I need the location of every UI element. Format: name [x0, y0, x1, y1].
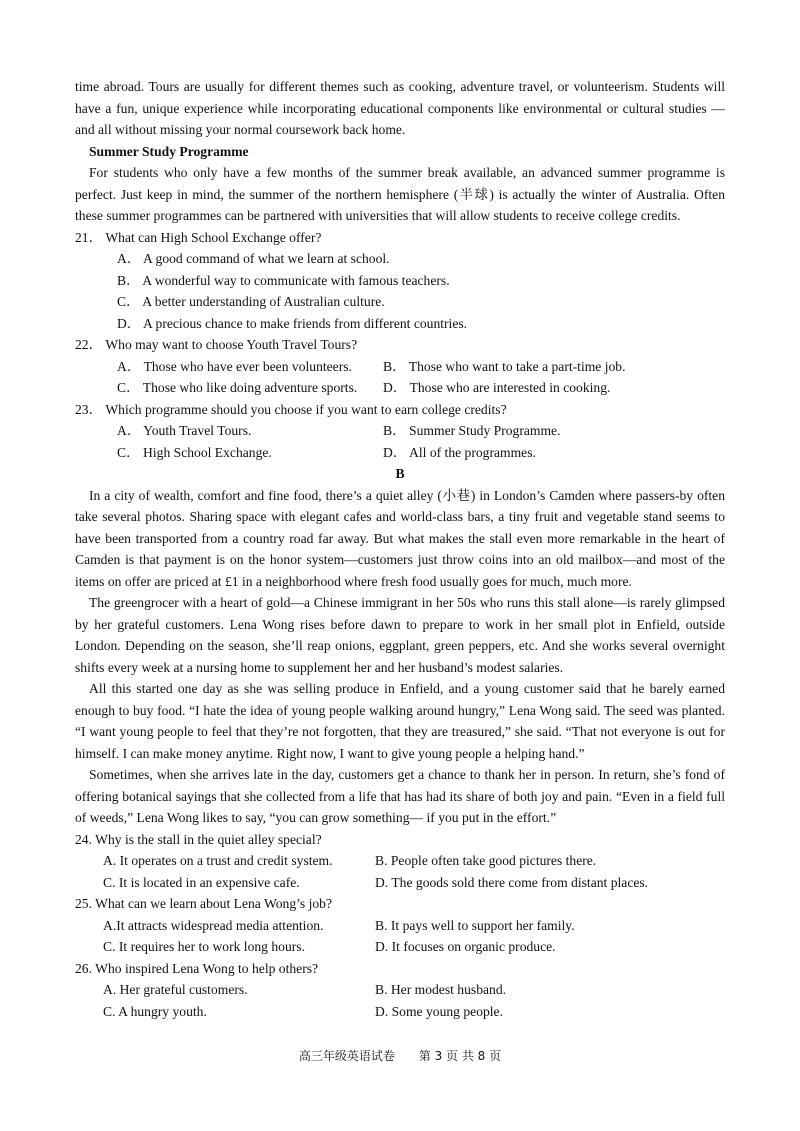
question-24-option-b: B. People often take good pictures there.: [375, 853, 597, 868]
question-22-option-d: D． Those who are interested in cooking.: [383, 380, 611, 395]
question-23-row-2: [75, 442, 725, 464]
question-21-stem: 21． What can High School Exchange offer?: [75, 229, 322, 245]
question-23-option-b: B． Summer Study Programme.: [383, 423, 561, 438]
question-22-option-a: A． Those who have ever been volunteers.: [117, 358, 352, 374]
question-22-row-1: [75, 356, 725, 378]
passage-b-paragraph-3: All this started one day as she was selling produce in Enfield, and a young customer said that he barely earned enough to buy food. “I hate the idea of young people walking around hungry,” Lena Wong said. The seed was planted. “I want young people to feel that they’re not forgotten, that they are treasured,” she said. “That not everyone is out for himself. I can make money anytime. Right now, I want to give young people a helping hand.”: [75, 681, 725, 761]
question-22-stem: 22． Who may want to choose Youth Travel Tours?: [75, 337, 358, 352]
question-24-option-a: A. It operates on a trust and credit system.: [103, 853, 333, 868]
summer-paragraph: For students who only have a few months of the summer break available, an advanced summer programme is perfect. Just keep in mind, the summer of the northern hemisphere (半球) is actually the winter of Australia. Often these summer programmes can be partnered with universities that will allow students to receive college credits.: [75, 165, 725, 223]
question-23-row-1: [75, 420, 725, 442]
intro-paragraph: time abroad. Tours are usually for different themes such as cooking, adventure travel, or volunteerism. Students will have a fun, unique experience while incorporating educational components like environmental or cultural studies — and all without missing your normal coursework back home.: [75, 79, 725, 137]
exam-page: [75, 76, 725, 1022]
question-23-option-a: A． Youth Travel Tours.: [117, 423, 252, 438]
question-25-option-c: C. It requires her to work long hours.: [103, 939, 305, 954]
question-26-option-d: D. Some young people.: [375, 1003, 503, 1019]
question-25-option-b: B. It pays well to support her family.: [375, 917, 575, 933]
question-21-option-a: A． A good command of what we learn at school.: [117, 251, 390, 266]
question-21-option-d: D． A precious chance to make friends from different countries.: [117, 315, 468, 331]
footer-title: 高三年级英语试卷: [298, 1049, 395, 1063]
page-footer: [0, 1047, 800, 1064]
question-23-option-c: C． High School Exchange.: [117, 444, 272, 460]
question-26-option-a: A. Her grateful customers.: [103, 982, 248, 997]
footer-page-number: 第 3 页 共 8 页: [418, 1049, 502, 1063]
passage-b-paragraph-1: In a city of wealth, comfort and fine food, there’s a quiet alley (小巷) in London’s Camden where passers-by often take several photos. Sharing space with elegant cafes and world-class bars, a tiny fruit and vegetable stand seems to have been transported from a country road far away. But what makes the stall even more remarkable in the heart of Camden is that payment is on the honor system—customers just throw coins into an old mailbox—and most of the items on offer are priced at £1 in a neighborhood where fresh food usually goes for much, much more.: [75, 487, 725, 589]
question-26-option-b: B. Her modest husband.: [375, 982, 507, 997]
question-26-row-2: [75, 1001, 725, 1023]
question-26-row-1: [75, 979, 725, 1001]
summer-heading: Summer Study Programme: [89, 143, 249, 159]
question-21-option-b: B． A wonderful way to communicate with famous teachers.: [117, 272, 450, 288]
question-22-row-2: [75, 377, 725, 399]
question-24-stem: 24. Why is the stall in the quiet alley special?: [75, 831, 322, 847]
question-26-option-c: C. A hungry youth.: [103, 1003, 207, 1019]
section-b-title: B: [395, 466, 405, 481]
question-22-option-c: C． Those who like doing adventure sports.: [117, 380, 358, 395]
passage-b-paragraph-2: The greengrocer with a heart of gold—a Chinese immigrant in her 50s who runs this stall alone—is rarely glimpsed by her grateful customers. Lena Wong rises before dawn to prepare to work in her small plot in Enfield, outside London. Depending on the season, she’ll reap onions, eggplant, green peppers, etc. And she works several overnight shifts every week at a nursing home to supplement her and her husband’s modest salaries.: [75, 595, 725, 675]
question-24-option-d: D. The goods sold there come from distant places.: [375, 874, 649, 890]
question-24-row-1: [75, 850, 725, 872]
question-25-row-2: [75, 936, 725, 958]
question-22-option-b: B． Those who want to take a part-time job.: [383, 358, 626, 374]
passage-b-paragraph-4: Sometimes, when she arrives late in the day, customers get a chance to thank her in person. In return, she’s fond of offering botanical sayings that she collected from a life that has had its share of both joy and pain. “Even in a field full of weeds,” Lena Wong likes to say, “you can grow something— if you put in the effort.”: [75, 767, 725, 825]
question-25-stem: 25. What can we learn about Lena Wong’s job?: [75, 896, 332, 911]
question-23-stem: 23． Which programme should you choose if you want to earn college credits?: [75, 401, 507, 417]
question-23-option-d: D． All of the programmes.: [383, 444, 536, 460]
question-25-option-a: A.It attracts widespread media attention.: [103, 917, 324, 933]
question-24-option-c: C. It is located in an expensive cafe.: [103, 874, 300, 890]
question-24-row-2: [75, 872, 725, 894]
question-26-stem: 26. Who inspired Lena Wong to help others?: [75, 960, 319, 976]
question-25-row-1: [75, 915, 725, 937]
question-25-option-d: D. It focuses on organic produce.: [375, 939, 556, 954]
question-21-option-c: C． A better understanding of Australian culture.: [117, 294, 385, 309]
